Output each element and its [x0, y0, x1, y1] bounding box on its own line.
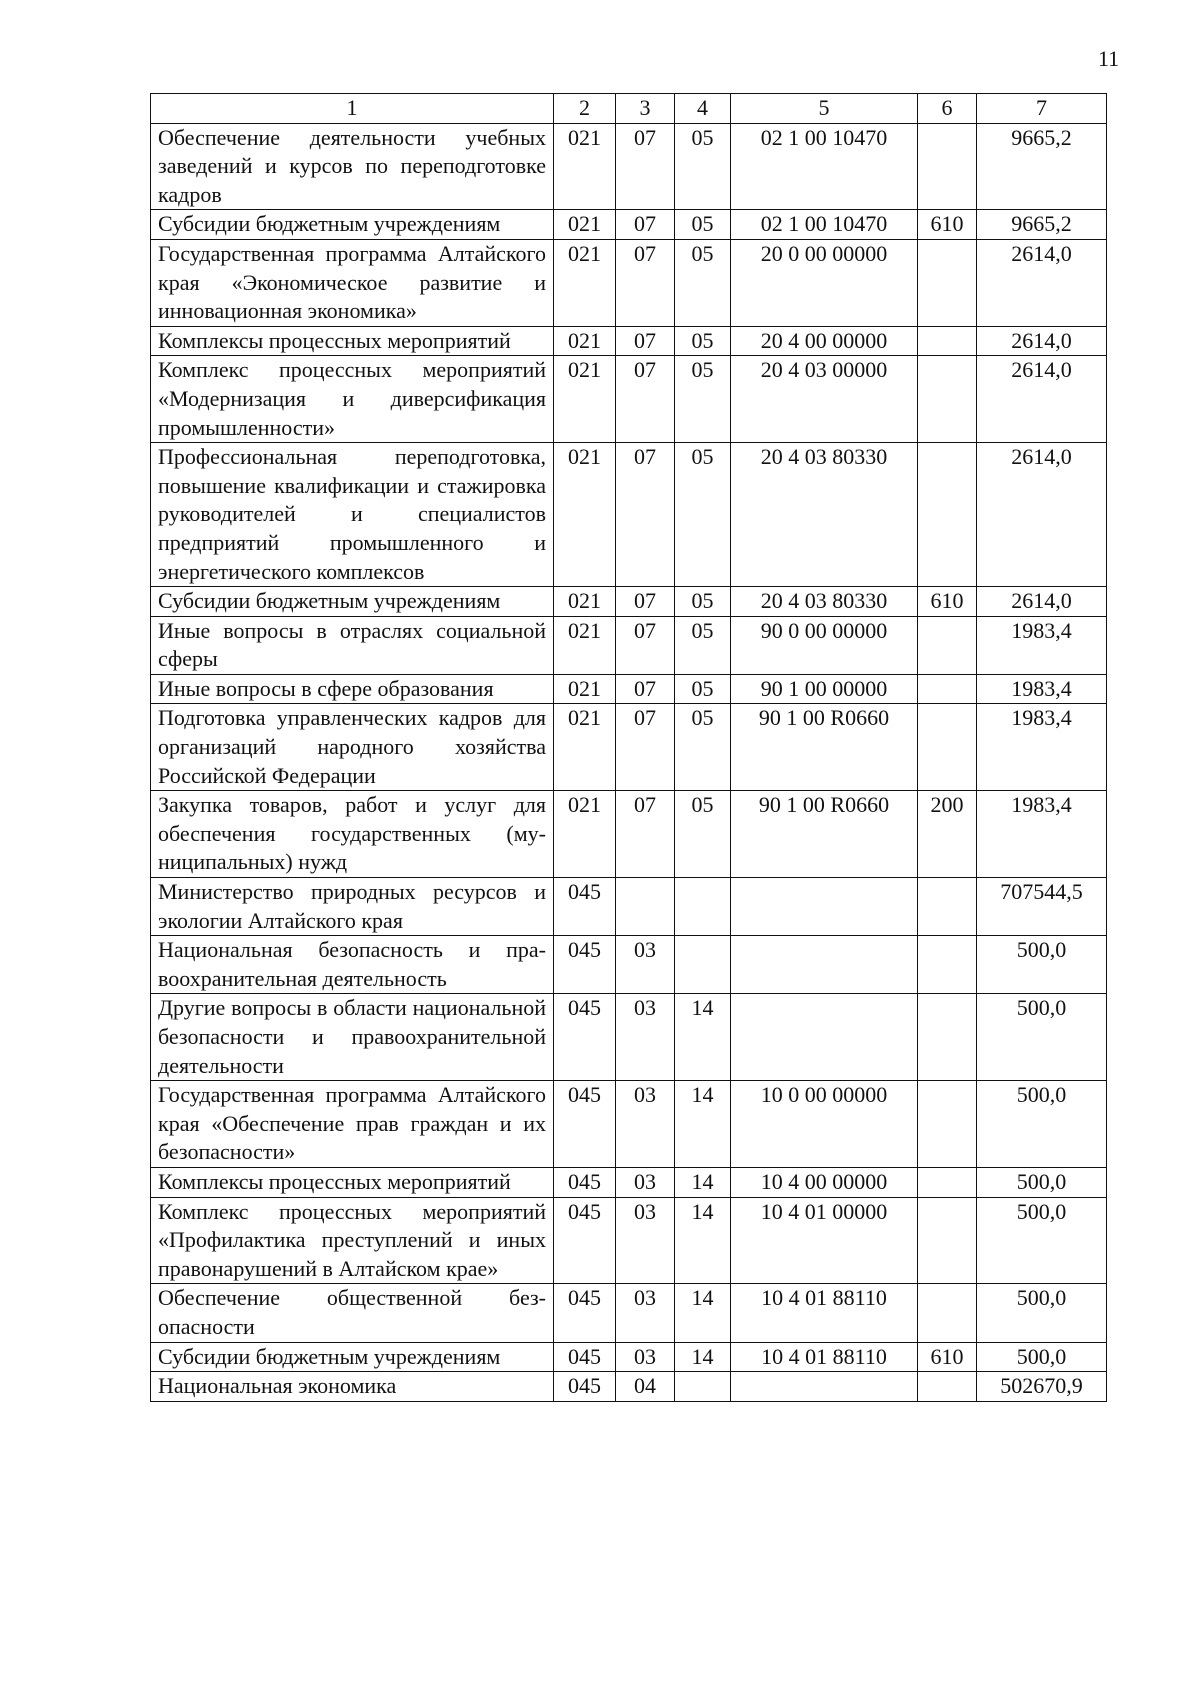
table-row: [151, 878, 1107, 936]
amount-cell: 1983,4: [977, 616, 1107, 674]
target-article-cell: 02 1 00 10470: [731, 123, 918, 210]
subsection-code-cell: 05: [675, 704, 731, 791]
admin-code-cell: 021: [554, 356, 616, 443]
table-row: [151, 210, 1107, 240]
row-name-cell: Профессиональная переподготовка, повышение квалификации и стажировка руководителей и специалистов предприятий промышленного и энергетического комплексов: [151, 443, 554, 587]
subsection-code-cell: [675, 878, 731, 936]
expense-type-cell: [918, 443, 977, 587]
target-article-cell: 90 1 00 00000: [731, 674, 918, 704]
admin-code-cell: 021: [554, 587, 616, 617]
table-row: [151, 1342, 1107, 1372]
target-article-cell: [731, 878, 918, 936]
target-article-cell: 10 4 01 88110: [731, 1342, 918, 1372]
subsection-code-cell: 05: [675, 239, 731, 326]
table-row: [151, 1197, 1107, 1284]
row-name-cell: Государственная программа Алтайского края «Экономическое развитие и инновационная экономика»: [151, 239, 554, 326]
budget-table: [150, 93, 1107, 1402]
expense-type-cell: [918, 1197, 977, 1284]
row-name-cell: Комплексы процессных мероприятий: [151, 326, 554, 356]
admin-code-cell: 021: [554, 326, 616, 356]
target-article-cell: 20 4 03 00000: [731, 356, 918, 443]
section-code-cell: [616, 878, 675, 936]
table-row: [151, 443, 1107, 587]
column-header: 3: [616, 94, 675, 124]
expense-type-cell: [918, 1167, 977, 1197]
expense-type-cell: [918, 878, 977, 936]
amount-cell: 2614,0: [977, 326, 1107, 356]
subsection-code-cell: 05: [675, 791, 731, 878]
subsection-code-cell: 14: [675, 1342, 731, 1372]
expense-type-cell: [918, 674, 977, 704]
expense-type-cell: [918, 239, 977, 326]
table-row: [151, 791, 1107, 878]
admin-code-cell: 045: [554, 878, 616, 936]
table-row: [151, 123, 1107, 210]
section-code-cell: 07: [616, 704, 675, 791]
expense-type-cell: 610: [918, 1342, 977, 1372]
section-code-cell: 03: [616, 1197, 675, 1284]
column-header: 5: [731, 94, 918, 124]
subsection-code-cell: 05: [675, 674, 731, 704]
expense-type-cell: [918, 994, 977, 1081]
expense-type-cell: [918, 1372, 977, 1402]
expense-type-cell: [918, 616, 977, 674]
target-article-cell: 10 4 01 88110: [731, 1284, 918, 1342]
section-code-cell: 07: [616, 616, 675, 674]
target-article-cell: [731, 994, 918, 1081]
subsection-code-cell: 14: [675, 1284, 731, 1342]
column-header: 1: [151, 94, 554, 124]
row-name-cell: Национальная безопасность и правоохранительная деятельность: [151, 936, 554, 994]
section-code-cell: 03: [616, 1284, 675, 1342]
amount-cell: 500,0: [977, 1167, 1107, 1197]
amount-cell: 500,0: [977, 1197, 1107, 1284]
row-name-cell: Обеспечение деятельности учебных заведений и курсов по переподготовке кадров: [151, 123, 554, 210]
table-row: [151, 326, 1107, 356]
table-row: [151, 356, 1107, 443]
table-row: [151, 994, 1107, 1081]
target-article-cell: 10 4 00 00000: [731, 1167, 918, 1197]
amount-cell: 500,0: [977, 1284, 1107, 1342]
subsection-code-cell: 05: [675, 356, 731, 443]
admin-code-cell: 021: [554, 210, 616, 240]
page-number: 11: [1098, 46, 1120, 71]
table-row: [151, 1372, 1107, 1402]
amount-cell: 502670,9: [977, 1372, 1107, 1402]
table-row: [151, 1167, 1107, 1197]
subsection-code-cell: 05: [675, 443, 731, 587]
section-code-cell: 07: [616, 587, 675, 617]
expense-type-cell: [918, 326, 977, 356]
row-name-cell: Субсидии бюджетным учреждениям: [151, 587, 554, 617]
table-row: [151, 239, 1107, 326]
column-header: 2: [554, 94, 616, 124]
row-name-cell: Государственная программа Алтайского края «Обеспечение прав граждан и их безопасности»: [151, 1081, 554, 1168]
subsection-code-cell: 05: [675, 587, 731, 617]
table-row: [151, 587, 1107, 617]
row-name-cell: Подготовка управленческих кадров для организаций народного хозяйства Российской Федерации: [151, 704, 554, 791]
admin-code-cell: 045: [554, 1081, 616, 1168]
admin-code-cell: 021: [554, 791, 616, 878]
amount-cell: 500,0: [977, 1081, 1107, 1168]
row-name-cell: Национальная экономика: [151, 1372, 554, 1402]
section-code-cell: 03: [616, 936, 675, 994]
row-name-cell: Комплекс процессных мероприятий «Модернизация и диверсификация промышленности»: [151, 356, 554, 443]
target-article-cell: 90 0 00 00000: [731, 616, 918, 674]
target-article-cell: 90 1 00 R0660: [731, 791, 918, 878]
expense-type-cell: [918, 704, 977, 791]
admin-code-cell: 045: [554, 1167, 616, 1197]
expense-type-cell: [918, 356, 977, 443]
table-row: [151, 1081, 1107, 1168]
section-code-cell: 07: [616, 123, 675, 210]
amount-cell: 9665,2: [977, 210, 1107, 240]
section-code-cell: 07: [616, 239, 675, 326]
target-article-cell: 90 1 00 R0660: [731, 704, 918, 791]
row-name-cell: Министерство природных ресурсов и экологии Алтайского края: [151, 878, 554, 936]
section-code-cell: 07: [616, 674, 675, 704]
amount-cell: 9665,2: [977, 123, 1107, 210]
row-name-cell: Другие вопросы в области национальной безопасности и правоохранительной деятельности: [151, 994, 554, 1081]
section-code-cell: 03: [616, 1167, 675, 1197]
target-article-cell: 20 4 03 80330: [731, 587, 918, 617]
row-name-cell: Комплексы процессных мероприятий: [151, 1167, 554, 1197]
target-article-cell: [731, 1372, 918, 1402]
table-row: [151, 674, 1107, 704]
header-row: [151, 94, 1107, 124]
expense-type-cell: 610: [918, 587, 977, 617]
admin-code-cell: 045: [554, 1284, 616, 1342]
row-name-cell: Субсидии бюджетным учреждениям: [151, 1342, 554, 1372]
admin-code-cell: 045: [554, 936, 616, 994]
target-article-cell: [731, 936, 918, 994]
amount-cell: 2614,0: [977, 587, 1107, 617]
amount-cell: 2614,0: [977, 443, 1107, 587]
expense-type-cell: [918, 1081, 977, 1168]
amount-cell: 500,0: [977, 936, 1107, 994]
subsection-code-cell: [675, 1372, 731, 1402]
target-article-cell: 10 4 01 00000: [731, 1197, 918, 1284]
table-row: [151, 1284, 1107, 1342]
subsection-code-cell: [675, 936, 731, 994]
section-code-cell: 07: [616, 791, 675, 878]
expense-type-cell: 610: [918, 210, 977, 240]
subsection-code-cell: 14: [675, 994, 731, 1081]
section-code-cell: 07: [616, 326, 675, 356]
row-name-cell: Иные вопросы в сфере образования: [151, 674, 554, 704]
table-row: [151, 704, 1107, 791]
expense-type-cell: [918, 123, 977, 210]
section-code-cell: 07: [616, 443, 675, 587]
amount-cell: 2614,0: [977, 239, 1107, 326]
table-row: [151, 616, 1107, 674]
column-header: 6: [918, 94, 977, 124]
admin-code-cell: 045: [554, 1372, 616, 1402]
section-code-cell: 03: [616, 1342, 675, 1372]
target-article-cell: 02 1 00 10470: [731, 210, 918, 240]
target-article-cell: 20 4 00 00000: [731, 326, 918, 356]
column-header: 7: [977, 94, 1107, 124]
row-name-cell: Иные вопросы в отраслях социальной сферы: [151, 616, 554, 674]
admin-code-cell: 021: [554, 239, 616, 326]
expense-type-cell: [918, 936, 977, 994]
section-code-cell: 03: [616, 1081, 675, 1168]
amount-cell: 1983,4: [977, 791, 1107, 878]
row-name-cell: Субсидии бюджетным учреждениям: [151, 210, 554, 240]
section-code-cell: 07: [616, 210, 675, 240]
admin-code-cell: 021: [554, 674, 616, 704]
row-name-cell: Обеспечение общественной безопасности: [151, 1284, 554, 1342]
expense-type-cell: 200: [918, 791, 977, 878]
subsection-code-cell: 05: [675, 210, 731, 240]
subsection-code-cell: 14: [675, 1197, 731, 1284]
section-code-cell: 03: [616, 994, 675, 1081]
expense-type-cell: [918, 1284, 977, 1342]
amount-cell: 500,0: [977, 994, 1107, 1081]
amount-cell: 707544,5: [977, 878, 1107, 936]
column-header: 4: [675, 94, 731, 124]
subsection-code-cell: 14: [675, 1081, 731, 1168]
admin-code-cell: 045: [554, 1342, 616, 1372]
target-article-cell: 20 4 03 80330: [731, 443, 918, 587]
amount-cell: 500,0: [977, 1342, 1107, 1372]
admin-code-cell: 021: [554, 123, 616, 210]
section-code-cell: 07: [616, 356, 675, 443]
target-article-cell: 20 0 00 00000: [731, 239, 918, 326]
row-name-cell: Комплекс процессных мероприятий «Профилактика преступлений и иных правонарушений в Алтайском крае»: [151, 1197, 554, 1284]
subsection-code-cell: 14: [675, 1167, 731, 1197]
subsection-code-cell: 05: [675, 326, 731, 356]
amount-cell: 1983,4: [977, 704, 1107, 791]
amount-cell: 2614,0: [977, 356, 1107, 443]
amount-cell: 1983,4: [977, 674, 1107, 704]
admin-code-cell: 045: [554, 994, 616, 1081]
table-row: [151, 936, 1107, 994]
admin-code-cell: 021: [554, 443, 616, 587]
section-code-cell: 04: [616, 1372, 675, 1402]
subsection-code-cell: 05: [675, 616, 731, 674]
row-name-cell: Закупка товаров, работ и услуг для обеспечения государственных (муниципальных) нужд: [151, 791, 554, 878]
admin-code-cell: 021: [554, 704, 616, 791]
target-article-cell: 10 0 00 00000: [731, 1081, 918, 1168]
admin-code-cell: 021: [554, 616, 616, 674]
subsection-code-cell: 05: [675, 123, 731, 210]
admin-code-cell: 045: [554, 1197, 616, 1284]
